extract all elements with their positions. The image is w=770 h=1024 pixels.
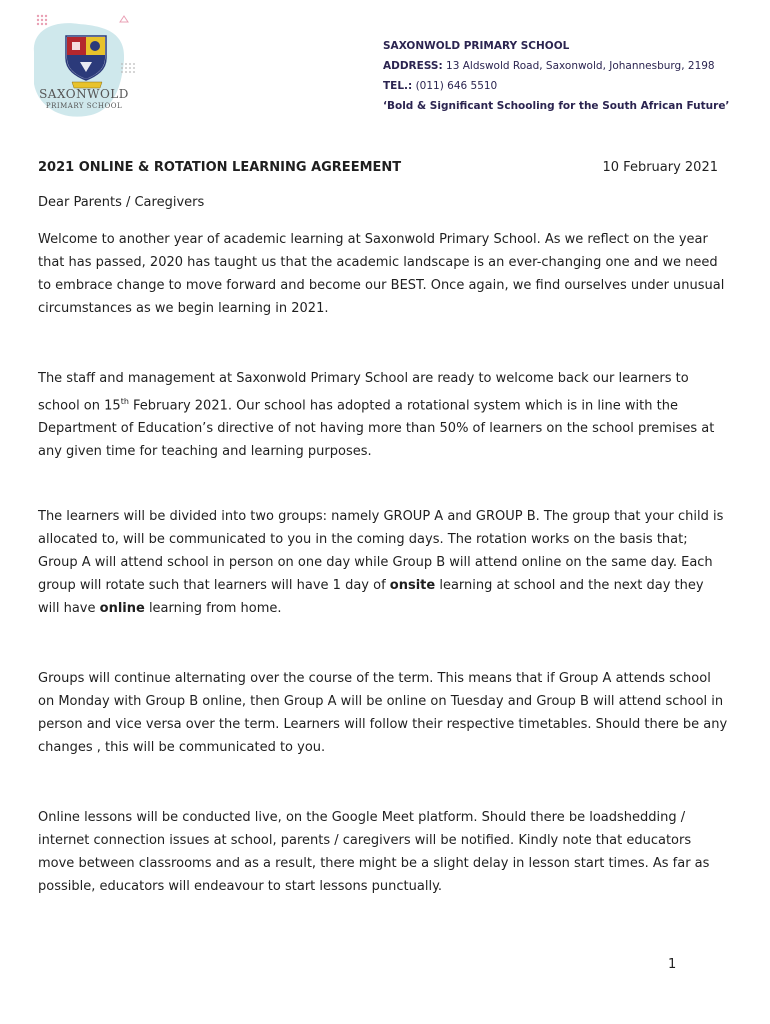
- paragraph-3-part-c: learning from home.: [144, 601, 282, 616]
- address-line: [383, 56, 763, 76]
- letter-title-row: [38, 160, 718, 175]
- onsite-emphasis: onsite: [389, 578, 436, 593]
- school-crest-icon: [24, 12, 144, 124]
- svg-text:SAXONWOLD: SAXONWOLD: [39, 87, 129, 101]
- school-motto: ‘Bold & Significant Schooling for the South African Future’: [383, 100, 730, 112]
- letter-date: 10 February 2021: [602, 160, 718, 175]
- paragraph-3-part-a: The learners will be divided into two groups: namely GROUP A and GROUP B. The group that your child is allocated to, will be communicated to you in the coming days. The rotation works on the basis that; Group A will attend school in person on one day while Group B will attend online on the same day. Each group will rotate such that learners will have 1 day of: [38, 509, 724, 593]
- letter-title: 2021 ONLINE & ROTATION LEARNING AGREEMENT: [38, 160, 402, 175]
- tel-line: [383, 76, 763, 96]
- page-number: 1: [668, 957, 677, 972]
- address-label: ADDRESS:: [383, 60, 443, 72]
- salutation: Dear Parents / Caregivers: [38, 195, 205, 210]
- svg-text:PRIMARY SCHOOL: PRIMARY SCHOOL: [45, 102, 123, 110]
- school-name: SAXONWOLD PRIMARY SCHOOL: [383, 40, 570, 52]
- paragraph-3-part-b: learning at school and the next day they will have: [38, 578, 704, 616]
- tel-value: (011) 646 5510: [415, 80, 498, 92]
- paragraph-4: Groups will continue alternating over the course of the term. This means that if Group A attends school on Monday with Group B online, then Group A will be online on Tuesday and Group B will attend school in person and vice versa over the term. Learners will follow their respective timetables. Should there be any changes , this will be communicated to you.: [38, 671, 728, 755]
- paragraph-2-part-b: February 2021. Our school has adopted a rotational system which is in line with the Department of Education’s directive of not having more than 50% of learners on the school premises at any given time for teaching and learning purposes.: [38, 398, 715, 460]
- letterhead-info: [383, 36, 763, 116]
- date-suffix: th: [120, 397, 129, 406]
- paragraph-2: [38, 367, 728, 463]
- school-logo: [24, 12, 144, 124]
- online-emphasis: online: [99, 601, 145, 616]
- address-value: 13 Aldswold Road, Saxonwold, Johannesburg, 2198: [446, 60, 715, 72]
- paragraph-1: Welcome to another year of academic learning at Saxonwold Primary School. As we reflect on the year that has passed, 2020 has taught us that the academic landscape is an ever-changing one and we need to embrace change to move forward and become our BEST. Once again, we find ourselves under unusual circumstances as we begin learning in 2021.: [38, 232, 725, 316]
- paragraph-2-part-a: The staff and management at Saxonwold Primary School are ready to welcome back our learners to school on 15: [38, 371, 689, 414]
- tel-label: TEL.:: [383, 80, 413, 92]
- paragraph-3: [38, 505, 728, 620]
- paragraph-5: Online lessons will be conducted live, on the Google Meet platform. Should there be loadshedding / internet connection issues at school, parents / caregivers will be notified. Kindly note that educators move between classrooms and as a result, there might be a slight delay in lesson start times. As far as possible, educators will endeavour to start lessons punctually.: [38, 810, 710, 894]
